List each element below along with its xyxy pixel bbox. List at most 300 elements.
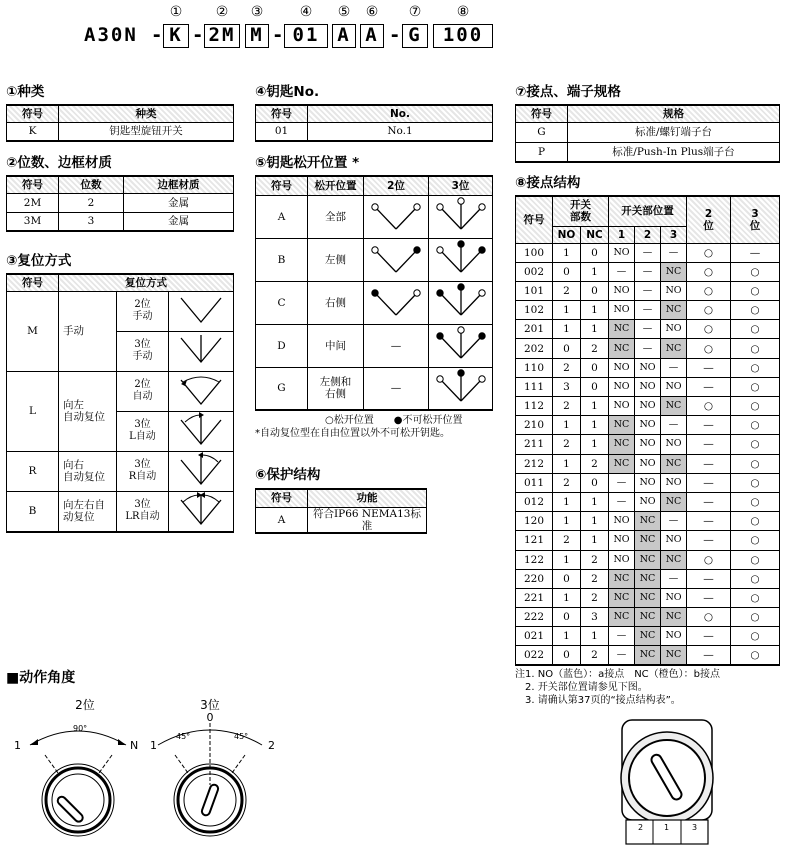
- action-angle-diagram: [0, 695, 300, 848]
- table-cell: NC: [609, 588, 635, 607]
- table-cell: —: [687, 435, 731, 454]
- code-box-number: ④: [299, 4, 313, 20]
- release-line: [461, 293, 482, 315]
- table-cell: —: [635, 281, 661, 300]
- block-label-2: 2: [638, 823, 644, 832]
- table-cell: —: [635, 320, 661, 339]
- code-box: A: [332, 24, 356, 48]
- table-cell: —: [687, 512, 731, 531]
- table-row: [256, 238, 493, 281]
- table-cell: 中间: [308, 324, 364, 367]
- table-cell: ○: [731, 454, 780, 473]
- code-box-number: ⑧: [456, 4, 470, 20]
- table-cell: —: [635, 301, 661, 320]
- code-box: 2M: [204, 24, 240, 48]
- release-diagram: [432, 369, 490, 405]
- code-box: K: [163, 24, 189, 48]
- table-cell: 1: [553, 492, 581, 511]
- table-cell: —: [635, 262, 661, 281]
- reset-diagram: [169, 371, 234, 411]
- table-cell: —: [687, 646, 731, 665]
- table-cell: ○: [731, 627, 780, 646]
- table-cell: —: [609, 262, 635, 281]
- table-cell: 3位 R自动: [117, 451, 169, 491]
- table-cell: 3: [581, 608, 609, 627]
- release-line: [375, 250, 396, 272]
- table-cell: ○: [731, 301, 780, 320]
- table-cell: 101: [516, 281, 553, 300]
- table-cell: B: [7, 491, 59, 532]
- table-cell: 全部: [308, 195, 364, 238]
- table-cell: —: [661, 416, 687, 435]
- table-cell: NO: [609, 531, 635, 550]
- block-label-3: 3: [692, 823, 698, 832]
- table-cell: 2: [553, 531, 581, 550]
- table-cell: C: [256, 281, 308, 324]
- table-cell: G: [256, 367, 308, 410]
- reset-diagram: [169, 491, 234, 532]
- release-line: [461, 207, 482, 229]
- table-cell: ○: [731, 492, 780, 511]
- table-cell: 2M: [7, 193, 59, 212]
- pos-N: N: [130, 739, 139, 752]
- table-cell: NO: [661, 320, 687, 339]
- table-cell: No.1: [308, 122, 493, 141]
- table-row: [516, 492, 780, 511]
- table-cell: 1: [553, 243, 581, 262]
- table-cell: M: [7, 291, 59, 371]
- closed-dot: [478, 247, 484, 253]
- open-dot: [372, 204, 378, 210]
- table-cell: 向左 自动复位: [59, 371, 117, 451]
- table-cell: 0: [581, 358, 609, 377]
- contact-structure-table: [515, 195, 780, 666]
- col-header: 2 位: [687, 196, 731, 243]
- guide-line: [99, 755, 112, 773]
- col-header: 种类: [59, 105, 234, 122]
- table-cell: NO: [609, 550, 635, 569]
- release-line: [440, 293, 461, 315]
- table-cell: ○: [687, 281, 731, 300]
- heading-type: ①种类: [6, 84, 45, 100]
- table-cell: NC: [635, 646, 661, 665]
- table-cell: NO: [609, 377, 635, 396]
- release-line: [375, 293, 396, 315]
- note-2: 2. 开关部位置请参见下图。: [525, 682, 648, 693]
- table-cell: 221: [516, 588, 553, 607]
- angle-arc: [30, 731, 126, 745]
- table-cell: NO: [609, 397, 635, 416]
- table-cell: [364, 238, 429, 281]
- table-cell: NC: [635, 550, 661, 569]
- diagram-arc: [185, 415, 200, 422]
- diagram-line: [181, 298, 221, 322]
- table-cell: 1: [581, 416, 609, 435]
- table-cell: 标准/Push-In Plus端子台: [568, 142, 780, 162]
- open-dot: [478, 204, 484, 210]
- code-box: A: [360, 24, 384, 48]
- table-cell: NC: [609, 435, 635, 454]
- table-cell: D: [256, 324, 308, 367]
- table-cell: ○: [687, 301, 731, 320]
- table-cell: —: [661, 358, 687, 377]
- heading-contact-structure: ⑧接点结构: [515, 175, 581, 191]
- table-cell: 金属: [124, 212, 234, 231]
- table-cell: 210: [516, 416, 553, 435]
- col-header: 规格: [568, 105, 780, 122]
- release-line: [461, 336, 482, 358]
- col-header: 符号: [256, 489, 308, 507]
- release-line: [375, 207, 396, 229]
- table-cell: [429, 238, 493, 281]
- table-cell: ○: [687, 262, 731, 281]
- release-line: [396, 207, 417, 229]
- table-row: [516, 358, 780, 377]
- release-line: [396, 250, 417, 272]
- col-header: 1: [609, 226, 635, 243]
- table-cell: NC: [635, 608, 661, 627]
- table-cell: ○: [731, 358, 780, 377]
- col-header: 功能: [308, 489, 427, 507]
- pos-1: 1: [150, 739, 157, 752]
- col-header: 2位: [364, 176, 429, 195]
- table-cell: 220: [516, 569, 553, 588]
- table-cell: —: [687, 492, 731, 511]
- table-cell: ○: [731, 569, 780, 588]
- pos-0: 0: [206, 711, 214, 724]
- knob-outer: [42, 764, 114, 836]
- table-cell: —: [687, 377, 731, 396]
- code-box-number: ②: [215, 4, 229, 20]
- table-row: [516, 435, 780, 454]
- table-cell: 1: [581, 301, 609, 320]
- table-cell: ○: [731, 608, 780, 627]
- pos-1: 1: [14, 739, 21, 752]
- table-cell: NO: [661, 377, 687, 396]
- table-cell: ○: [687, 243, 731, 262]
- block-label-1: 1: [664, 823, 670, 832]
- table-cell: NC: [661, 550, 687, 569]
- table-cell: A: [256, 195, 308, 238]
- col-header: 符号: [256, 105, 308, 122]
- closed-dot: [414, 247, 420, 253]
- table-cell: NO: [635, 416, 661, 435]
- code-box: G: [402, 24, 428, 48]
- col-header: 符号: [7, 176, 59, 193]
- table-cell: 右侧: [308, 281, 364, 324]
- release-line: [461, 250, 482, 272]
- table-row: [516, 531, 780, 550]
- positions-table: [6, 175, 234, 232]
- release-diagram: [432, 240, 490, 276]
- col-header: NO: [553, 226, 581, 243]
- table-row: [256, 281, 493, 324]
- table-cell: ○: [731, 416, 780, 435]
- code-box-number: ③: [250, 4, 264, 20]
- table-cell: 112: [516, 397, 553, 416]
- table-cell: 左侧: [308, 238, 364, 281]
- table-cell: 2: [581, 588, 609, 607]
- table-cell: NC: [661, 301, 687, 320]
- table-row: [516, 473, 780, 492]
- col-header: 位数: [59, 176, 124, 193]
- table-cell: —: [687, 569, 731, 588]
- table-cell: 2: [581, 339, 609, 358]
- table-cell: ○: [731, 646, 780, 665]
- table-cell: 201: [516, 320, 553, 339]
- label-3pos: 3位: [200, 698, 220, 712]
- table-cell: 1: [581, 512, 609, 531]
- table-cell: 3: [59, 212, 124, 231]
- code-box: M: [245, 24, 269, 48]
- table-cell: —: [687, 358, 731, 377]
- table-cell: NO: [635, 358, 661, 377]
- release-diagram: [367, 240, 425, 276]
- table-cell: 3位 手动: [117, 331, 169, 371]
- table-cell: [364, 367, 429, 410]
- heading-protection: ⑥保护结构: [255, 467, 321, 483]
- col-header: 符号: [256, 176, 308, 195]
- table-cell: NO: [661, 435, 687, 454]
- table-cell: A: [256, 507, 308, 533]
- table-cell: 0: [581, 243, 609, 262]
- table-cell: 2: [553, 397, 581, 416]
- diagram-arc: [183, 377, 219, 382]
- table-cell: 011: [516, 473, 553, 492]
- closed-dot: [436, 290, 442, 296]
- table-row: [516, 281, 780, 300]
- heading-reset: ③复位方式: [6, 253, 72, 269]
- guide-line: [232, 755, 245, 773]
- table-row: [516, 397, 780, 416]
- table-cell: ○: [731, 262, 780, 281]
- table-cell: ○: [731, 377, 780, 396]
- key-no-table: [255, 104, 493, 142]
- guide-line: [45, 755, 58, 773]
- table-cell: NO: [635, 492, 661, 511]
- release-diagram: [432, 197, 490, 233]
- table-cell: NC: [661, 608, 687, 627]
- table-row: [516, 377, 780, 396]
- table-cell: —: [687, 531, 731, 550]
- reset-diagram: [169, 451, 234, 491]
- table-cell: 0: [581, 281, 609, 300]
- open-dot: [372, 247, 378, 253]
- table-cell: ○: [687, 608, 731, 627]
- table-cell: NC: [609, 416, 635, 435]
- heading-key-no: ④钥匙No.: [255, 84, 320, 100]
- code-box: 100: [433, 24, 493, 48]
- table-cell: 1: [581, 627, 609, 646]
- open-dot: [436, 204, 442, 210]
- table-cell: [429, 367, 493, 410]
- table-cell: NC: [609, 608, 635, 627]
- diagram-arc: [202, 455, 218, 462]
- open-dot: [457, 327, 463, 333]
- table-cell: NO: [661, 531, 687, 550]
- table-cell: ○: [687, 320, 731, 339]
- table-cell: ○: [687, 550, 731, 569]
- table-cell: NO: [609, 358, 635, 377]
- type-table: [6, 104, 234, 142]
- table-cell: [429, 324, 493, 367]
- table-cell: 2: [553, 435, 581, 454]
- table-row: [256, 367, 493, 410]
- closed-dot: [457, 284, 463, 290]
- table-cell: 向右 自动复位: [59, 451, 117, 491]
- table-row: [516, 550, 780, 569]
- angle-90: 90°: [73, 724, 88, 733]
- table-cell: L: [7, 371, 59, 451]
- dash: —: [390, 339, 402, 352]
- code-separator: -: [192, 24, 206, 46]
- table-cell: K: [7, 122, 59, 141]
- table-cell: 标准/螺钉端子台: [568, 122, 780, 142]
- table-row: [516, 512, 780, 531]
- table-row: [256, 195, 493, 238]
- release-diagram: [367, 283, 425, 319]
- table-row: [256, 324, 493, 367]
- dash: —: [390, 382, 402, 395]
- table-cell: 左侧和 右侧: [308, 367, 364, 410]
- table-row: [516, 627, 780, 646]
- table-row: [516, 646, 780, 665]
- legend: [325, 414, 462, 427]
- release-line: [396, 293, 417, 315]
- table-cell: 021: [516, 627, 553, 646]
- table-cell: 1: [581, 397, 609, 416]
- col-header: 复位方式: [59, 274, 234, 291]
- table-cell: ○: [731, 281, 780, 300]
- table-cell: 022: [516, 646, 553, 665]
- table-cell: NC: [661, 262, 687, 281]
- table-cell: NC: [635, 588, 661, 607]
- table-cell: 0: [553, 646, 581, 665]
- table-row: [516, 454, 780, 473]
- table-cell: 1: [553, 588, 581, 607]
- table-cell: ○: [731, 512, 780, 531]
- table-cell: 钥匙型旋钮开关: [59, 122, 234, 141]
- col-header: 松开位置: [308, 176, 364, 195]
- code-box-number: ①: [169, 4, 183, 20]
- table-cell: —: [731, 243, 780, 262]
- table-cell: ○: [687, 339, 731, 358]
- col-header: 符号: [516, 105, 568, 122]
- table-cell: 0: [553, 569, 581, 588]
- table-cell: B: [256, 238, 308, 281]
- table-cell: 1: [553, 320, 581, 339]
- table-cell: 金属: [124, 193, 234, 212]
- table-cell: 3位 LR自动: [117, 491, 169, 532]
- open-dot: [414, 204, 420, 210]
- table-cell: 0: [553, 608, 581, 627]
- code-box-number: ⑤: [337, 4, 351, 20]
- table-cell: —: [635, 243, 661, 262]
- table-cell: NO: [635, 435, 661, 454]
- table-cell: 1: [553, 512, 581, 531]
- release-line: [440, 207, 461, 229]
- release-line: [440, 379, 461, 401]
- table-cell: 202: [516, 339, 553, 358]
- table-cell: NC: [609, 569, 635, 588]
- table-cell: [364, 195, 429, 238]
- table-cell: —: [609, 473, 635, 492]
- table-cell: NO: [661, 281, 687, 300]
- table-cell: 012: [516, 492, 553, 511]
- note-1: 注1. NO（蓝色）：a接点 NC（橙色）：b接点: [515, 669, 721, 680]
- heading-positions: ②位数、边框材质: [6, 155, 112, 171]
- closed-dot: [478, 333, 484, 339]
- table-cell: 1: [553, 454, 581, 473]
- table-cell: 1: [553, 627, 581, 646]
- heading-angle: ■动作角度: [6, 670, 76, 686]
- table-cell: 2位 手动: [117, 291, 169, 331]
- col-header: 符号: [516, 196, 553, 243]
- table-cell: G: [516, 122, 568, 142]
- table-cell: 3位 L自动: [117, 411, 169, 451]
- table-cell: 121: [516, 531, 553, 550]
- table-cell: 1: [581, 492, 609, 511]
- table-cell: NO: [661, 473, 687, 492]
- reset-diagram: [169, 411, 234, 451]
- table-row: [516, 320, 780, 339]
- table-row: [516, 569, 780, 588]
- release-line: [440, 250, 461, 272]
- release-diagram: [432, 283, 490, 319]
- col-header: 3: [661, 226, 687, 243]
- table-cell: NO: [609, 243, 635, 262]
- col-header: No.: [308, 105, 493, 122]
- table-cell: NC: [661, 339, 687, 358]
- table-cell: —: [609, 646, 635, 665]
- diagram-line: [181, 380, 221, 404]
- reset-table: [6, 273, 234, 533]
- table-cell: ○: [731, 339, 780, 358]
- table-cell: P: [516, 142, 568, 162]
- release-diagram: [367, 197, 425, 233]
- angle-45-right: 45°: [234, 732, 249, 741]
- table-cell: —: [687, 588, 731, 607]
- open-dot: [414, 290, 420, 296]
- table-cell: 1: [553, 301, 581, 320]
- table-cell: NO: [635, 454, 661, 473]
- table-cell: 2: [581, 454, 609, 473]
- table-cell: ○: [731, 435, 780, 454]
- table-cell: —: [609, 492, 635, 511]
- table-row: [516, 243, 780, 262]
- table-cell: 手动: [59, 291, 117, 371]
- table-cell: 2: [553, 281, 581, 300]
- table-cell: ○: [731, 550, 780, 569]
- table-cell: NC: [661, 492, 687, 511]
- closed-dot: [457, 241, 463, 247]
- table-cell: 0: [581, 377, 609, 396]
- table-cell: 2: [59, 193, 124, 212]
- table-cell: 向左右自 动复位: [59, 491, 117, 532]
- table-cell: 2: [581, 550, 609, 569]
- table-cell: NC: [661, 397, 687, 416]
- table-cell: 100: [516, 243, 553, 262]
- heading-key-release: ⑤钥匙松开位置 *: [255, 155, 360, 171]
- code-box: 01: [284, 24, 328, 48]
- open-dot: [478, 290, 484, 296]
- product-illustration: [612, 716, 722, 846]
- table-cell: NC: [661, 646, 687, 665]
- table-cell: NO: [609, 512, 635, 531]
- col-header: 符号: [7, 274, 59, 291]
- table-cell: NC: [609, 454, 635, 473]
- table-cell: 110: [516, 358, 553, 377]
